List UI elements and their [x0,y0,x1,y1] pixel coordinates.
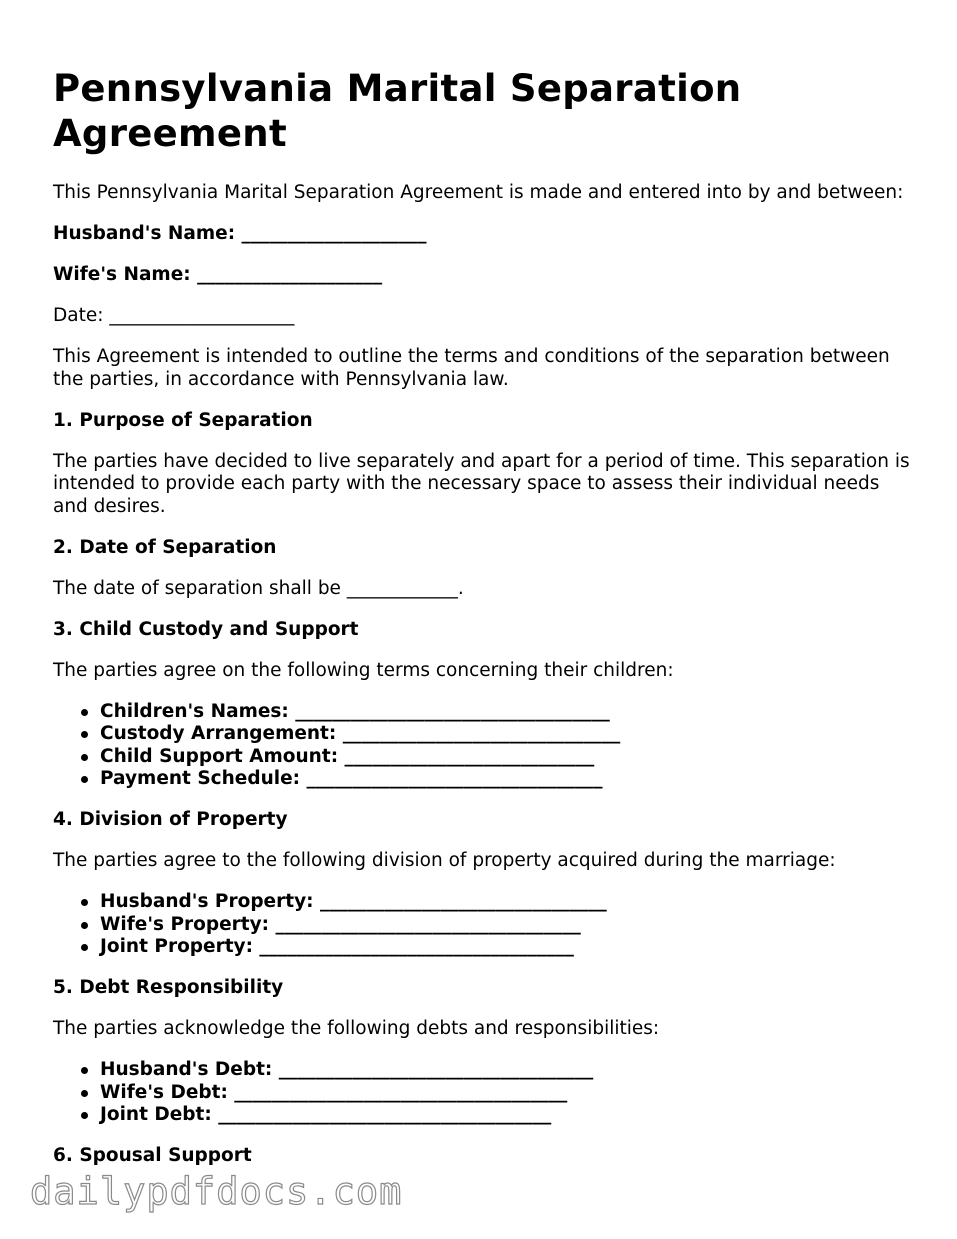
custody-list [53,701,913,791]
date-field: Date: ____________________ [53,305,295,326]
document-title: Pennsylvania Marital Separation Agreement [53,67,742,155]
section-text-property: The parties agree to the following division of property acquired during the marriage: [53,850,836,871]
section-heading-spousal-support: 6. Spousal Support [53,1145,252,1166]
list-item: Children's Names: __________________________________ [100,701,913,724]
section-text-debt: The parties acknowledge the following debts and responsibilities: [53,1018,660,1039]
wife-name-field: Wife's Name: ____________________ [53,264,383,285]
section-heading-property: 4. Division of Property [53,809,288,830]
section-heading-purpose: 1. Purpose of Separation [53,409,313,431]
list-item: Custody Arrangement: ______________________________ [100,723,913,746]
property-list [53,891,913,959]
section-heading-custody: 3. Child Custody and Support [53,618,359,640]
list-item: Wife's Debt: ____________________________________ [100,1082,913,1105]
list-item: Payment Schedule: ________________________________ [100,768,913,791]
list-item: Joint Debt: ____________________________________ [100,1104,913,1127]
intro-paragraph: This Pennsylvania Marital Separation Agreement is made and entered into by and between: [53,182,904,203]
document-page [53,66,913,1186]
section-heading-debt: 5. Debt Responsibility [53,977,284,998]
section-text-purpose: The parties have decided to live separately and apart for a period of time. This separation is intended to provide each party with the necessary space to assess their individual needs and desires. [53,450,910,517]
section-heading-date: 2. Date of Separation [53,536,277,558]
debt-list [53,1059,913,1127]
list-item: Wife's Property: _________________________________ [100,914,913,937]
list-item: Husband's Debt: __________________________________ [100,1059,913,1082]
husband-name-field: Husband's Name: ____________________ [53,223,427,244]
section-text-custody: The parties agree on the following terms concerning their children: [53,659,674,681]
list-item: Husband's Property: _______________________________ [100,891,913,914]
list-item: Child Support Amount: ___________________________ [100,746,913,769]
section-text-date: The date of separation shall be ____________. [53,577,464,599]
list-item: Joint Property: __________________________________ [100,936,913,959]
outline-paragraph: This Agreement is intended to outline the terms and conditions of the separation between the parties, in accordance with Pennsylvania law. [53,346,890,390]
watermark: dailypdfdocs.com [30,1170,403,1213]
